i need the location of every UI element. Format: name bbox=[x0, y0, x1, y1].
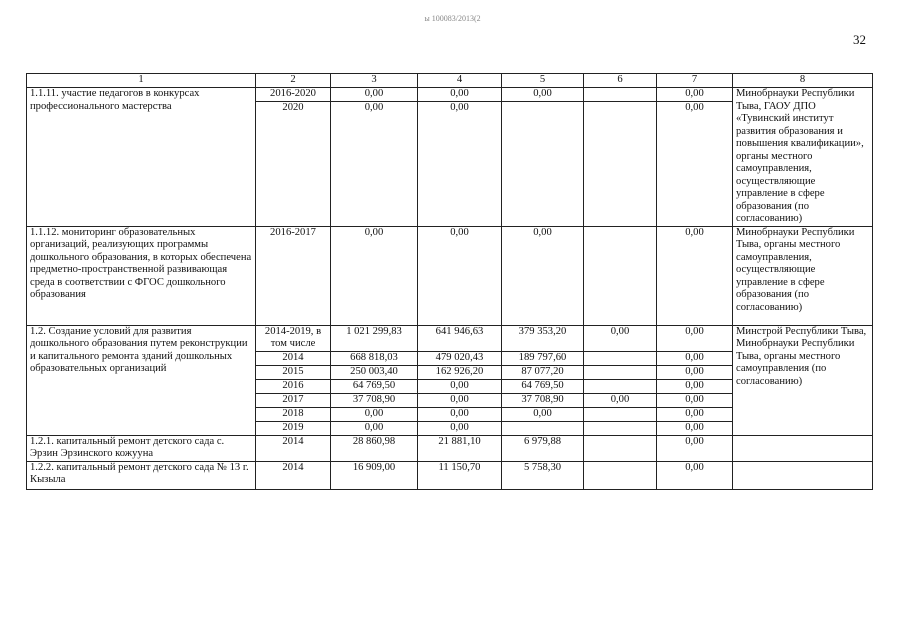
value-cell bbox=[584, 407, 657, 421]
table-row bbox=[27, 88, 873, 102]
value-cell: 0,00 bbox=[418, 393, 502, 407]
value-cell: 5 758,30 bbox=[502, 461, 584, 489]
column-header: 2 bbox=[256, 74, 331, 88]
year-cell: 2017 bbox=[256, 393, 331, 407]
value-cell bbox=[584, 88, 657, 102]
value-cell: 87 077,20 bbox=[502, 365, 584, 379]
program-table bbox=[26, 73, 873, 490]
value-cell: 0,00 bbox=[502, 88, 584, 102]
total-cell: 37 708,90 bbox=[331, 393, 418, 407]
table-row bbox=[27, 226, 873, 325]
value-cell: 0,00 bbox=[502, 226, 584, 325]
value-cell: 0,00 bbox=[418, 421, 502, 435]
total-cell: 668 818,03 bbox=[331, 351, 418, 365]
value-cell: 0,00 bbox=[418, 226, 502, 325]
year-cell: 2019 bbox=[256, 421, 331, 435]
activity-description: 1.2. Создание условий для развития дошкольного образования путем реконструкции и капитального ремонта зданий дошкольных образовательных организаций bbox=[27, 325, 256, 435]
value-cell bbox=[584, 379, 657, 393]
value-cell bbox=[584, 421, 657, 435]
value-cell: 0,00 bbox=[418, 407, 502, 421]
value-cell bbox=[584, 461, 657, 489]
value-cell bbox=[584, 226, 657, 325]
value-cell: 0,00 bbox=[657, 226, 733, 325]
value-cell bbox=[584, 435, 657, 461]
value-cell: 0,00 bbox=[584, 393, 657, 407]
column-header: 8 bbox=[733, 74, 873, 88]
value-cell: 0,00 bbox=[502, 407, 584, 421]
value-cell: 0,00 bbox=[418, 88, 502, 102]
year-cell: 2018 bbox=[256, 407, 331, 421]
responsible-cell: Минстрой Республики Тыва, Минобрнауки Республики Тыва, органы местного самоуправления (по согласованию) bbox=[733, 325, 873, 435]
value-cell bbox=[584, 102, 657, 226]
total-cell: 16 909,00 bbox=[331, 461, 418, 489]
column-header: 3 bbox=[331, 74, 418, 88]
column-header: 4 bbox=[418, 74, 502, 88]
total-cell: 28 860,98 bbox=[331, 435, 418, 461]
value-cell: 0,00 bbox=[657, 461, 733, 489]
value-cell: 189 797,60 bbox=[502, 351, 584, 365]
value-cell: 0,00 bbox=[657, 421, 733, 435]
value-cell bbox=[584, 365, 657, 379]
responsible-cell bbox=[733, 461, 873, 489]
value-cell: 0,00 bbox=[657, 379, 733, 393]
total-cell: 64 769,50 bbox=[331, 379, 418, 393]
value-cell: 0,00 bbox=[657, 88, 733, 102]
document-reference: ы 100083/2013(2 bbox=[424, 14, 481, 23]
value-cell: 0,00 bbox=[657, 407, 733, 421]
activity-description: 1.2.2. капитальный ремонт детского сада № 13 г. Кызыла bbox=[27, 461, 256, 489]
value-cell: 0,00 bbox=[584, 325, 657, 351]
page-number: 32 bbox=[853, 32, 866, 47]
total-cell: 1 021 299,83 bbox=[331, 325, 418, 351]
value-cell: 0,00 bbox=[657, 435, 733, 461]
value-cell: 0,00 bbox=[657, 102, 733, 226]
value-cell: 162 926,20 bbox=[418, 365, 502, 379]
value-cell: 6 979,88 bbox=[502, 435, 584, 461]
column-header: 1 bbox=[27, 74, 256, 88]
total-cell: 0,00 bbox=[331, 102, 418, 226]
value-cell: 379 353,20 bbox=[502, 325, 584, 351]
value-cell: 21 881,10 bbox=[418, 435, 502, 461]
total-cell: 0,00 bbox=[331, 421, 418, 435]
value-cell bbox=[584, 351, 657, 365]
responsible-cell: Минобрнауки Республики Тыва, ГАОУ ДПО «Тувинский институт развития образования и повышения квалификации», органы местного самоуправления, осуществляющие управление в сфере образования (по согласованию) bbox=[733, 88, 873, 227]
year-cell: 2014-2019, в том числе bbox=[256, 325, 331, 351]
total-cell: 0,00 bbox=[331, 226, 418, 325]
year-cell: 2014 bbox=[256, 351, 331, 365]
year-cell: 2016-2017 bbox=[256, 226, 331, 325]
value-cell: 0,00 bbox=[418, 379, 502, 393]
value-cell: 64 769,50 bbox=[502, 379, 584, 393]
activity-description: 1.2.1. капитальный ремонт детского сада с. Эрзин Эрзинского кожууна bbox=[27, 435, 256, 461]
value-cell: 37 708,90 bbox=[502, 393, 584, 407]
value-cell bbox=[502, 421, 584, 435]
year-cell: 2015 bbox=[256, 365, 331, 379]
year-cell: 2016-2020 bbox=[256, 88, 331, 102]
total-cell: 250 003,40 bbox=[331, 365, 418, 379]
value-cell: 11 150,70 bbox=[418, 461, 502, 489]
year-cell: 2014 bbox=[256, 435, 331, 461]
value-cell: 479 020,43 bbox=[418, 351, 502, 365]
table-row bbox=[27, 461, 873, 489]
column-header: 6 bbox=[584, 74, 657, 88]
table-row bbox=[27, 325, 873, 351]
responsible-cell bbox=[733, 435, 873, 461]
header-row bbox=[27, 74, 873, 88]
responsible-cell: Минобрнауки Республики Тыва, органы местного самоуправления, осуществляющие управление в сфере образования (по согласованию) bbox=[733, 226, 873, 325]
column-header: 5 bbox=[502, 74, 584, 88]
activity-description: 1.1.11. участие педагогов в конкурсах профессионального мастерства bbox=[27, 88, 256, 227]
value-cell: 0,00 bbox=[657, 365, 733, 379]
year-cell: 2020 bbox=[256, 102, 331, 226]
value-cell bbox=[502, 102, 584, 226]
total-cell: 0,00 bbox=[331, 88, 418, 102]
column-header: 7 bbox=[657, 74, 733, 88]
activity-description: 1.1.12. мониторинг образовательных организаций, реализующих программы дошкольного образования, в которых обеспечена предметно-пространственной развивающая среда в соответствии с ФГОС дошкольного образования bbox=[27, 226, 256, 325]
value-cell: 0,00 bbox=[657, 325, 733, 351]
value-cell: 0,00 bbox=[418, 102, 502, 226]
table-row bbox=[27, 435, 873, 461]
year-cell: 2016 bbox=[256, 379, 331, 393]
value-cell: 0,00 bbox=[657, 351, 733, 365]
year-cell: 2014 bbox=[256, 461, 331, 489]
value-cell: 0,00 bbox=[657, 393, 733, 407]
total-cell: 0,00 bbox=[331, 407, 418, 421]
value-cell: 641 946,63 bbox=[418, 325, 502, 351]
